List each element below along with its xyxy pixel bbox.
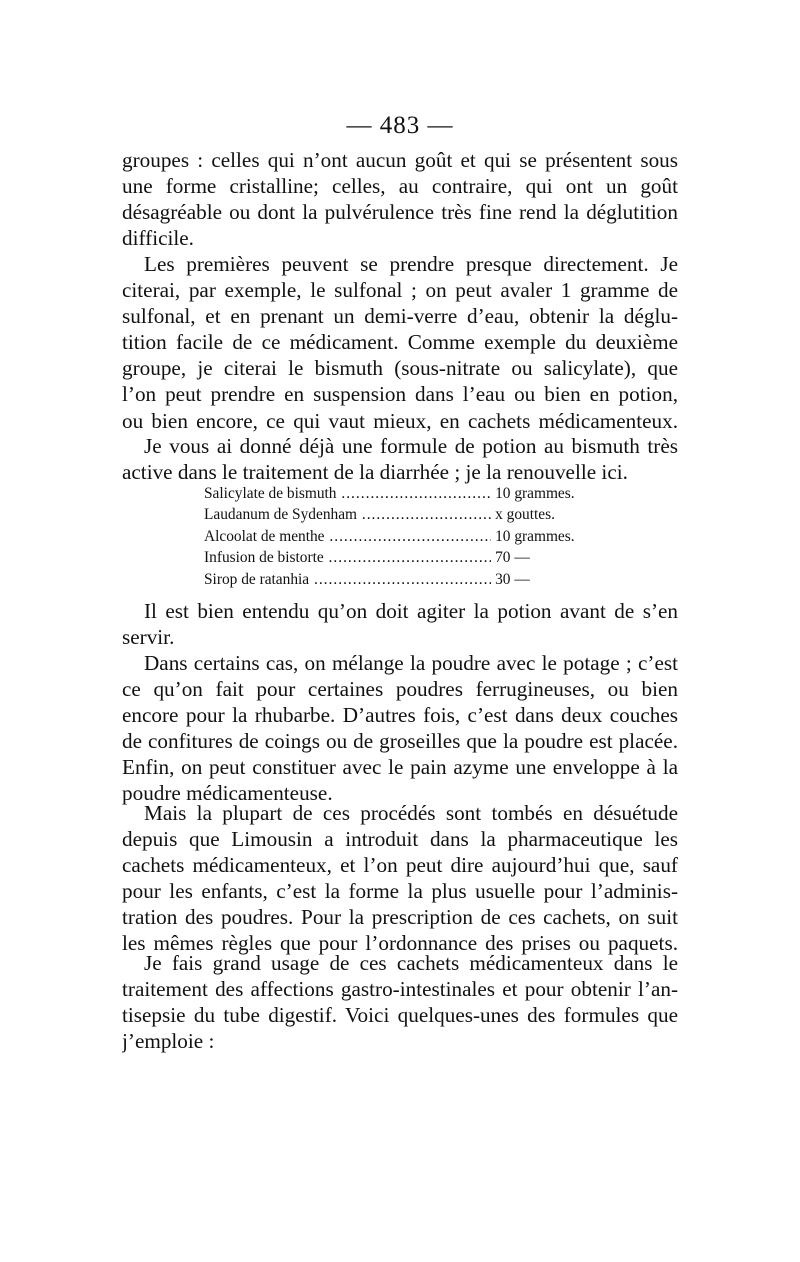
text-line: groupe, je citerai le bismuth (sous-nitrate ou salicylate), que — [122, 356, 678, 381]
text-line: ce qu’on fait pour certaines poudres ferrugineuses, ou bien — [122, 677, 678, 702]
paragraph-limousin — [122, 800, 678, 957]
text-line: Dans certains cas, on mélange la poudre avec le potage ; c’est — [144, 651, 678, 675]
recipe-row — [204, 526, 604, 547]
leader-dots — [357, 506, 491, 523]
paragraph-continuation — [122, 147, 678, 251]
text-line: difficile. — [122, 226, 194, 251]
text-line: les mêmes règles que pour l’ordonnance des prises ou paquets. — [122, 931, 678, 956]
text-line: désagréable ou dont la pulvérulence très fine rend la déglutition — [122, 200, 678, 225]
paragraph-agiter — [122, 598, 678, 650]
ingredient-quantity: 30 — — [495, 570, 530, 588]
recipe-row — [204, 569, 604, 590]
text-line: traitement des affections gastro-intestinales et pour obtenir l’an- — [122, 977, 678, 1002]
recipe-formula — [204, 483, 604, 590]
text-line: Je vous ai donné déjà une formule de potion au bismuth très — [144, 434, 678, 458]
recipe-row — [204, 547, 604, 568]
ingredient-quantity: x gouttes. — [495, 506, 555, 524]
text-line: groupes : celles qui n’ont aucun goût et qui se présentent sous — [122, 148, 678, 172]
paragraph-potage — [122, 650, 678, 807]
text-line: cachets médicamenteux, et l’on peut dire aujourd’hui que, sauf — [122, 853, 678, 878]
text-line: active dans le traitement de la diarrhée ; je la renouvelle ici. — [122, 460, 628, 485]
text-line: sulfonal, et en prenant un demi-verre d’eau, obtenir la déglu- — [122, 304, 678, 329]
text-line: de confitures de coings ou de groseilles que la poudre est placée. — [122, 729, 678, 754]
text-line: pour les enfants, c’est la forme la plus usuelle pour l’adminis- — [122, 879, 678, 904]
ingredient-name: Alcoolat de menthe — [204, 527, 325, 545]
text-line: poudre médicamenteuse. — [122, 781, 333, 806]
text-line: Il est bien entendu qu’on doit agiter la potion avant de s’en — [144, 599, 678, 623]
recipe-row — [204, 483, 604, 504]
text-line: j’emploie : — [122, 1029, 215, 1054]
ingredient-quantity: 10 grammes. — [495, 527, 575, 545]
text-line: Les premières peuvent se prendre presque directement. Je — [144, 252, 678, 276]
text-line: Enfin, on peut constituer avec le pain azyme une enveloppe à la — [122, 755, 678, 780]
ingredient-quantity: 10 grammes. — [495, 485, 575, 502]
text-line: citerai, par exemple, le sulfonal ; on peut avaler 1 gramme de — [122, 278, 678, 303]
ingredient-quantity: 70 — — [495, 549, 530, 567]
leader-dots — [309, 571, 491, 588]
ingredient-name: Laudanum de Sydenham — [204, 506, 358, 524]
leader-dots — [337, 485, 492, 502]
text-line: tition facile de ce médicament. Comme exemple du deuxième — [122, 330, 678, 355]
text-line: une forme cristalline; celles, au contraire, qui ont un goût — [122, 174, 678, 199]
text-line: l’on peut prendre en suspension dans l’eau ou bien en potion, — [122, 382, 678, 407]
leader-dots — [325, 528, 492, 545]
ingredient-name: Salicylate de bismuth — [204, 485, 337, 502]
paragraph-cachets — [122, 950, 678, 1054]
page-number: — 483 — — [346, 112, 454, 139]
text-line: tration des poudres. Pour la prescription de ces cachets, on suit — [122, 905, 678, 930]
paragraph-potion-intro — [122, 433, 678, 485]
text-line: Mais la plupart de ces procédés sont tombés en désuétude — [144, 801, 678, 825]
text-line: Je fais grand usage de ces cachets médicamenteux dans le — [144, 951, 678, 975]
text-line: depuis que Limousin a introduit dans la pharmaceutique les — [122, 827, 678, 852]
text-line: servir. — [122, 625, 175, 650]
text-line: ou bien encore, ce qui vaut mieux, en cachets médicamenteux. — [122, 408, 678, 433]
recipe-row — [204, 504, 604, 525]
text-line: encore pour la rhubarbe. D’autres fois, c’est dans deux couches — [122, 703, 678, 728]
ingredient-name: Sirop de ratanhia — [204, 570, 310, 588]
ingredient-name: Infusion de bistorte — [204, 549, 324, 567]
leader-dots — [324, 549, 491, 566]
paragraph-sulfonal — [122, 251, 678, 434]
text-line: tisepsie du tube digestif. Voici quelques-unes des formules que — [122, 1003, 678, 1028]
